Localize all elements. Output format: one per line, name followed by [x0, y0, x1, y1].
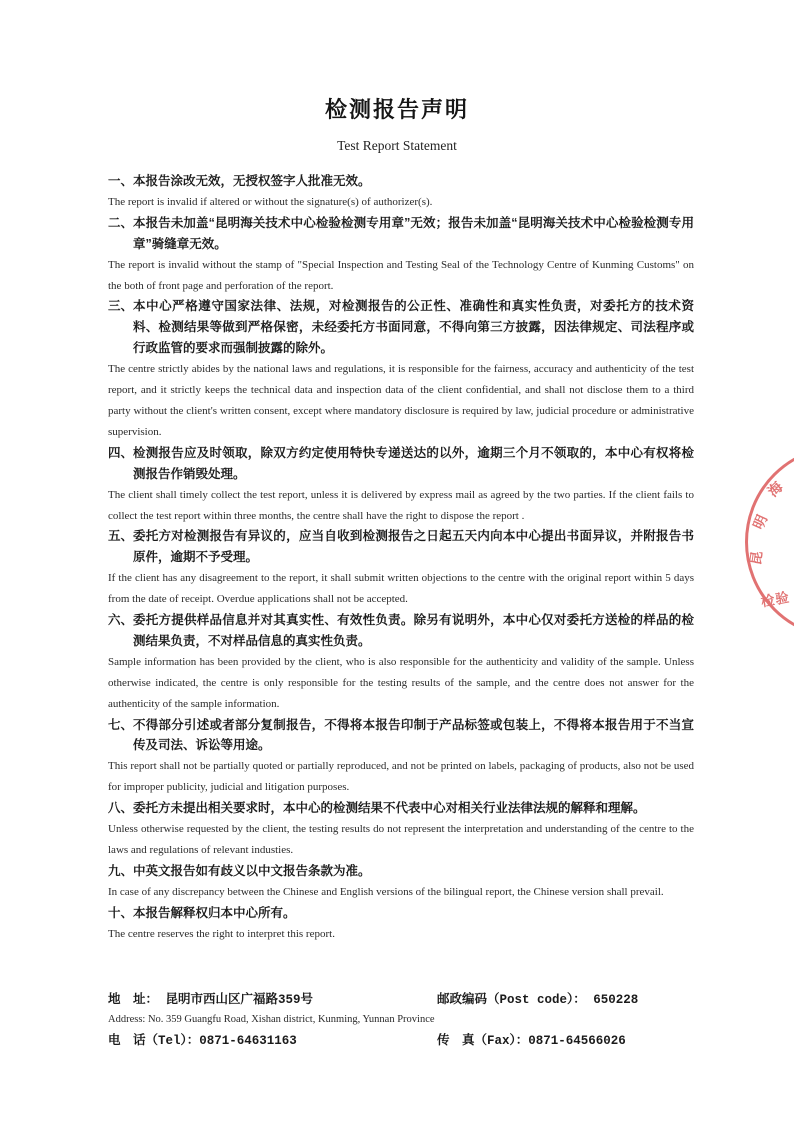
- statement-en: If the client has any disagreement to the report, it shall submit written objections to the centre with the original report within 5 days from the date of receipt. Overdue applications shall not be accepted.: [108, 572, 694, 606]
- footer-contact-block: [108, 990, 708, 1051]
- address-label: 地 址：: [108, 993, 166, 1007]
- address-value: 昆明市西山区广福路359号: [165, 993, 314, 1007]
- item-number: 四、: [108, 445, 134, 460]
- statement-zh: 二、 本报告未加盖“昆明海关技术中心检验检测专用章”无效；报告未加盖“昆明海关技术中心检验检测专用章”骑缝章无效。: [108, 213, 694, 255]
- tel-value: 0871-64631163: [199, 1034, 297, 1048]
- statement-en: The report is invalid if altered or without the signature(s) of authorizer(s).: [108, 195, 433, 208]
- official-seal-stamp: [732, 455, 794, 640]
- postcode-field: [437, 993, 638, 1007]
- statement-zh: 五、 委托方对检测报告有异议的，应当自收到检测报告之日起五天内向本中心提出书面异议，并附报告书原件，逾期不予受理。: [108, 526, 694, 568]
- item-number: 八、: [108, 801, 134, 816]
- address-field: [108, 990, 437, 1010]
- postcode-value: 650228: [593, 993, 639, 1007]
- statement-en: The report is invalid without the stamp of "Special Inspection and Testing Seal of the Technology Centre of Kunming Customs" on the both of front page and perforation of the report.: [108, 258, 694, 292]
- seal-arc-char: 明: [749, 512, 771, 532]
- seal-ring-icon: [745, 455, 794, 639]
- page-subtitle: Test Report Statement: [337, 138, 457, 153]
- statement-item: [108, 526, 694, 610]
- statement-zh: 十、 本报告解释权归本中心所有。: [108, 903, 694, 924]
- statement-item: [108, 213, 694, 297]
- item-number: 二、: [108, 215, 134, 230]
- statement-item: [108, 798, 694, 861]
- statement-item: [108, 715, 694, 799]
- item-number: 六、: [108, 613, 134, 628]
- statement-en: In case of any discrepancy between the Chinese and English versions of the bilingual report, the Chinese version shall prevail.: [108, 885, 664, 898]
- statement-en: This report shall not be partially quoted or partially reproduced, and not be printed on labels, packaging of products, also not be used for improper publicity, judicial and litigation purposes.: [108, 760, 694, 794]
- tel-field: [108, 1031, 437, 1051]
- statement-item: [108, 610, 694, 715]
- fax-value: 0871-64566026: [528, 1034, 626, 1048]
- statement-en: The centre strictly abides by the national laws and regulations, it is responsible for the fairness, accuracy and authenticity of the test report, and it strictly keeps the technical data and inspection data of the client confidential, and shall not disclose them to a third party without the client's written consent, except where mandatory disclosure is required by law, judicial procedure or administrative supervision.: [108, 363, 694, 438]
- footer-row-address: [108, 990, 708, 1010]
- statement-en: Unless otherwise requested by the client, the testing results do not represent the interpretation and understanding of the centre to the laws and regulations of relevant industies.: [108, 823, 694, 856]
- statement-en: Sample information has been provided by the client, who is also responsible for the authenticity and validity of the sample. Unless otherwise indicated, the centre is only responsible for the testing results of the sample, and the centre does not answer for the authenticity of the sample information.: [108, 655, 694, 710]
- statement-zh: 四、 检测报告应及时领取，除双方约定使用特快专递送达的以外，逾期三个月不领取的，本中心有权将检测报告作销毁处理。: [108, 443, 694, 485]
- footer-row-phone: [108, 1031, 708, 1051]
- item-number: 一、: [108, 174, 134, 188]
- statement-item: [108, 903, 694, 945]
- item-number: 九、: [108, 863, 134, 878]
- statement-zh: 一、 本报告涂改无效，无授权签字人批准无效。: [108, 171, 694, 192]
- fax-label: 传 真（Fax）：: [437, 1034, 529, 1048]
- statement-item: [108, 171, 694, 213]
- statement-item: [108, 443, 694, 527]
- seal-arc-char: 海: [764, 478, 786, 500]
- statement-zh: 三、 本中心严格遵守国家法律、法规，对检测报告的公正性、准确性和真实性负责，对委托方的技术资料、检测结果等做到严格保密，未经委托方书面同意，不得向第三方披露，因法律规定、司法程序或行政监管的要求而强制披露的除外。: [108, 296, 694, 359]
- statement-item: [108, 296, 694, 442]
- item-number: 七、: [108, 717, 134, 732]
- item-number: 十、: [108, 905, 134, 920]
- seal-bottom-text: 检验: [759, 589, 791, 610]
- statement-zh: 九、 中英文报告如有歧义以中文报告条款为准。: [108, 861, 694, 882]
- seal-arc-char: 昆: [747, 549, 765, 567]
- statement-list: [108, 171, 694, 945]
- item-number: 五、: [108, 529, 134, 544]
- statement-en: The centre reserves the right to interpret this report.: [108, 927, 335, 940]
- item-number: 三、: [108, 299, 134, 314]
- statement-zh: 八、 委托方未提出相关要求时，本中心的检测结果不代表中心对相关行业法律法规的解释和理解。: [108, 798, 694, 819]
- statement-zh: 六、 委托方提供样品信息并对其真实性、有效性负责。除另有说明外，本中心仅对委托方送检的样品的检测结果负责，不对样品信息的真实性负责。: [108, 610, 694, 652]
- address-english: Address: No. 359 Guangfu Road, Xishan district, Kunming, Yunnan Province: [108, 1014, 435, 1025]
- tel-label: 电 话（Tel）：: [108, 1034, 200, 1048]
- statement-en: The client shall timely collect the test report, unless it is delivered by express mail as agreed by the two parties. If the client fails to collect the test report within three months, the centre shall have the right to dispose the report .: [108, 488, 694, 522]
- fax-field: [437, 1034, 626, 1048]
- postcode-label: 邮政编码（Post code）：: [437, 993, 594, 1007]
- page-title: 检测报告声明: [324, 97, 469, 122]
- statement-zh: 七、 不得部分引述或者部分复制报告，不得将本报告印制于产品标签或包装上，不得将本报告用于不当宣传及司法、诉讼等用途。: [108, 715, 694, 757]
- statement-item: [108, 861, 694, 903]
